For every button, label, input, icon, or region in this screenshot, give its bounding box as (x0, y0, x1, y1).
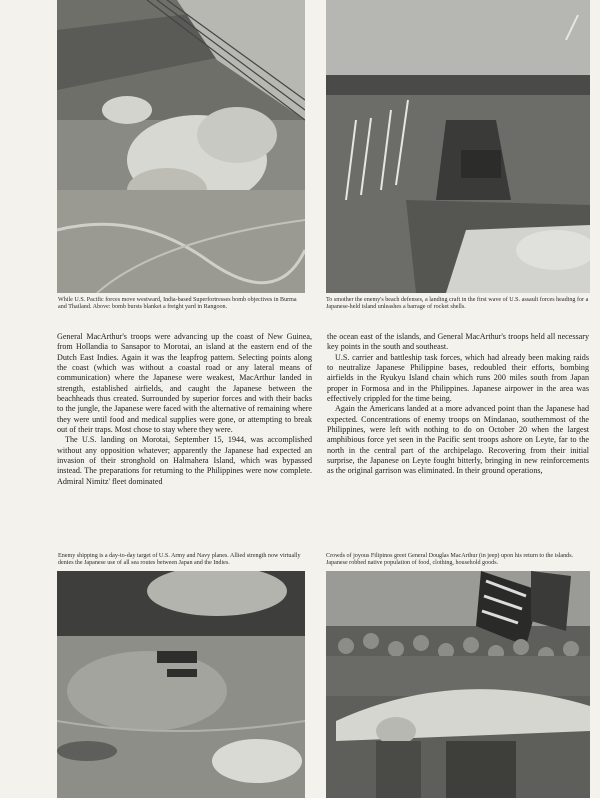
article-right-paragraph: Again the Americans landed at a more advanced point than the Japanese had expected. Concentrations of enemy troops on Mindanao, southernmost of the Philippines, were left with nothing to do on October 20 when the largest amphibious force yet seen in the Pacific sent troops ashore on Leyte, far to the north in the central part of the archipelago. Recovering from their initial surprise, the Japanese on Leyte fought bitterly, bringing in new reinforcements as the original garrison was eliminated. In their ground operations, (327, 404, 589, 476)
photo-enemy-shipping-attack (57, 571, 305, 798)
caption-bottom-left: Enemy shipping is a day-to-day target of U.S. Army and Navy planes. Allied strength now virtually denies the Japanese use of all sea routes between Japan and the Indies. (58, 553, 301, 567)
article-left-column (57, 332, 312, 540)
article-right-column (327, 332, 589, 540)
article-left-paragraph: General MacArthur's troops were advancing up the coast of New Guinea, from Hollandia to Sansapor to Morotai, an island at the eastern end of the Dutch East Indies. Again it was the leapfrog pattern. Selecting points along the coast (which was without a coastal road or any lateral means of communication) where the Japanese were weakest, MacArthur landed in strength, established airfields, and caught the Japanese between the beachheads thus created. Surrounded by superior forces and with their backs to the jungle, the Japanese were faced with the alternative of remaining where they were until food and medical supplies were gone, or attempting to break out of their traps. Most chose to stay where they were. (57, 332, 312, 435)
photo-rangoon-freight-yard (57, 0, 305, 293)
photo-macarthur-return (326, 571, 590, 798)
caption-top-left: While U.S. Pacific forces move westward, India-based Superfortresses bomb objectives in Burma and Thailand. Above: bomb bursts blanket a freight yard in Rangoon. (58, 297, 297, 311)
article-right-paragraph: U.S. carrier and battleship task forces, which had already been making raids to neutralize Japanese Philippine bases, redoubled their efforts, bombing airfields in the Ryukyu Island chain which runs 200 miles south from Japan proper in Formosa and in the Philippines. Japanese airpower in the area was effectively crippled for the time being. (327, 352, 589, 404)
photo-landing-craft-rockets (326, 0, 590, 293)
caption-bottom-right: Crowds of joyous Filipinos greet General Douglas MacArthur (in jeep) upon his return to the islands. Japanese robbed native population of food, clothing, household goods. (326, 553, 574, 567)
caption-top-right: To smother the enemy's beach defenses, a landing craft in the first wave of U.S. assault forces heading for a Japanese-held island unleashes a barrage of rocket shells. (326, 297, 589, 311)
article-right-paragraph: the ocean east of the islands, and General MacArthur's troops held all necessary key points in the south and southeast. (327, 332, 589, 352)
article-left-paragraph: The U.S. landing on Morotai, September 15, 1944, was accomplished without any opposition whatever; apparently the Japanese had expected an invasion of their stronghold on Halmahera Island, which was bypassed instead. The preparations for returning to the Philippines were now complete. Admiral Nimitz' fleet dominated (57, 435, 312, 486)
